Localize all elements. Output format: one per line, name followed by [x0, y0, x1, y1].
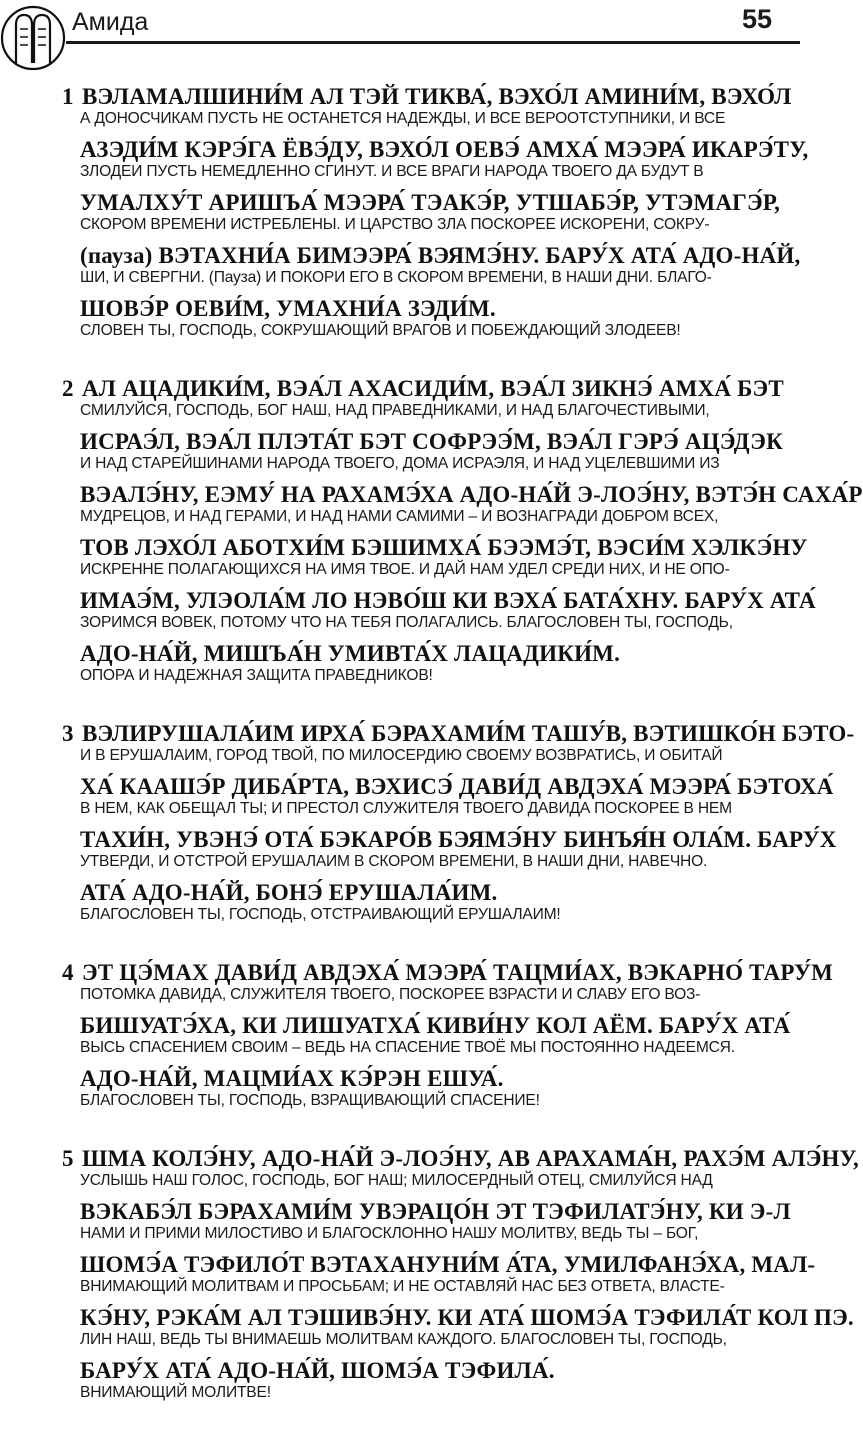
transliteration-text: АЗЭДИ́М КЭРЭ́ГА ЁВЭ́ДУ, ВЭХО́Л ОЕВЭ́ АМХА́ МЭЭРА́ ИКАРЭ́ТУ, — [80, 137, 809, 162]
translation-line: БЛАГОСЛОВЕН ТЫ, ГОСПОДЬ, ВЗРАЩИВАЮЩИЙ СПАСЕНИЕ! — [80, 1092, 540, 1109]
translation-line: И В ЕРУШАЛАИМ, ГОРОД ТВОЙ, ПО МИЛОСЕРДИЮ СВОЕМУ ВОЗВРАТИСЬ, И ОБИТАЙ — [80, 747, 723, 764]
verse-pair — [62, 482, 863, 526]
verse-pair — [62, 880, 762, 924]
transliteration-text: АДО-НА́Й, МИШЪА́Н УМИВТА́Х ЛАЦАДИКИ́М. — [80, 641, 621, 666]
transliteration-text: (пауза) ВЭТАХНИ́А БИМЭЭРА́ ВЭЯМЭ́НУ. БАРУ́Х АТА́ АДО-НА́Й, — [80, 243, 801, 268]
verse-pair — [62, 827, 837, 871]
verse-pair — [62, 774, 834, 818]
transliteration-line — [62, 429, 783, 454]
translation-line: ПОТОМКА ДАВИДА, СЛУЖИТЕЛЯ ТВОЕГО, ПОСКОРЕЕ ВЗРАСТИ И СЛАВУ ЕГО ВОЗ- — [80, 986, 701, 1003]
tablets-logo-icon — [0, 3, 70, 73]
verse-pair — [62, 84, 792, 128]
transliteration-text: ВЭЛИРУШАЛА́ИМ ИРХА́ БЭРАХАМИ́М ТАШУ́В, ВЭТИШКО́Н БЭТО- — [82, 721, 855, 746]
verse-pair — [62, 1146, 859, 1190]
transliteration-line — [62, 1013, 791, 1038]
transliteration-text: ТАХИ́Н, УВЭНЭ́ ОТА́ БЭКАРО́В БЭЯМЭ́НУ БИНЪЯ́Н ОЛА́М. БАРУ́Х — [80, 827, 837, 852]
transliteration-line — [62, 1358, 762, 1383]
transliteration-line — [62, 535, 808, 560]
transliteration-text: ВЭАЛЭ́НУ, ЕЭМУ́ НА РАХАМЭ́ХА АДО-НА́Й Э-ЛОЭ́НУ, ВЭТЭ́Н САХА́Р — [80, 482, 863, 507]
transliteration-text: ШМА КОЛЭ́НУ, АДО-НА́Й Э-ЛОЭ́НУ, АВ АРАХАМА́Н, РАХЭ́М АЛЭ́НУ, — [82, 1146, 859, 1171]
translation-line: НАМИ И ПРИМИ МИЛОСТИВО И БЛАГОСКЛОННО НАШУ МОЛИТВУ, ВЕДЬ ТЫ – БОГ, — [80, 1225, 699, 1242]
transliteration-text: ХА́ КААШЭ́Р ДИБА́РТА, ВЭХИСЭ́ ДАВИ́Д АВДЭХА́ МЭЭРА́ БЭТОХА́ — [80, 774, 834, 799]
transliteration-text: ИМАЭ́М, УЛЭОЛА́М ЛО НЭВО́Ш КИ ВЭХА́ БАТА́ХНУ. БАРУ́Х АТА́ — [80, 588, 816, 613]
translation-line: И НАД СТАРЕЙШИНАМИ НАРОДА ТВОЕГО, ДОМА ИСРАЭЛЯ, И НАД УЦЕЛЕВШИМИ ИЗ — [80, 455, 720, 472]
page-title: Амида — [72, 8, 149, 36]
transliteration-line — [62, 960, 834, 985]
blessing-section — [62, 721, 855, 924]
verse-pair — [62, 243, 801, 287]
blessing-section — [62, 84, 809, 340]
transliteration-text: ШОМЭ́А ТЭФИЛО́Т ВЭТАХАНУНИ́М А́ТА, УМИЛФАНЭ́ХА, МАЛ- — [80, 1252, 816, 1277]
transliteration-text: ТОВ ЛЭХО́Л АБОТХИ́М БЭШИМХА́ БЭЭМЭ́Т, ВЭСИ́М ХЭЛКЭ́НУ — [80, 535, 808, 560]
transliteration-text: БАРУ́Х АТА́ АДО-НА́Й, ШОМЭ́А ТЭФИЛА́. — [80, 1358, 555, 1383]
translation-line: ВНИМАЮЩИЙ МОЛИТВЕ! — [80, 1384, 271, 1401]
verse-pair — [62, 190, 781, 234]
blessing-section — [62, 1146, 859, 1402]
translation-line: СКОРОМ ВРЕМЕНИ ИСТРЕБЛЕНЫ. И ЦАРСТВО ЗЛА ПОСКОРЕЕ ИСКОРЕНИ, СОКРУ- — [80, 216, 710, 233]
prayer-text — [62, 84, 863, 1438]
page-number: 55 — [741, 4, 772, 34]
transliteration-text: ИСРАЭ́Л, ВЭА́Л ПЛЭТА́Т БЭТ СОФРЭЭ́М, ВЭА́Л ГЭРЭ́ АЦЭ́ДЭК — [80, 429, 783, 454]
transliteration-line — [62, 84, 792, 109]
verse-pair — [62, 1013, 791, 1057]
translation-line: В НЕМ, КАК ОБЕЩАЛ ТЫ; И ПРЕСТОЛ СЛУЖИТЕЛЯ ТВОЕГО ДАВИДА ПОСКОРЕЕ В НЕМ — [80, 800, 732, 817]
section-number: 1 — [62, 84, 74, 109]
translation-line: ОПОРА И НАДЕЖНАЯ ЗАЩИТА ПРАВЕДНИКОВ! — [80, 667, 433, 684]
transliteration-text: ВЭЛАМАЛШИНИ́М АЛ ТЭЙ ТИКВА́, ВЭХО́Л АМИНИ́М, ВЭХО́Л — [82, 84, 792, 109]
blessing-section — [62, 960, 834, 1110]
section-number: 5 — [62, 1146, 74, 1171]
translation-line: УТВЕРДИ, И ОТСТРОЙ ЕРУШАЛАИМ В СКОРОМ ВРЕМЕНИ, В НАШИ ДНИ, НАВЕЧНО. — [80, 853, 708, 870]
translation-line: ШИ, И СВЕРГНИ. (Пауза) И ПОКОРИ ЕГО В СКОРОМ ВРЕМЕНИ, В НАШИ ДНИ. БЛАГО- — [80, 269, 712, 286]
transliteration-text: АЛ АЦАДИКИ́М, ВЭА́Л АХАСИДИ́М, ВЭА́Л ЗИКНЭ́ АМХА́ БЭТ — [82, 376, 784, 401]
verse-pair — [62, 1358, 762, 1402]
transliteration-line — [62, 1199, 791, 1224]
transliteration-line — [62, 243, 801, 268]
transliteration-line — [62, 376, 784, 401]
verse-pair — [62, 296, 762, 340]
translation-line: МУДРЕЦОВ, И НАД ГЕРАМИ, И НАД НАМИ САМИМИ – И ВОЗНАГРАДИ ДОБРОМ ВСЕХ, — [80, 508, 719, 525]
transliteration-text: ШОВЭ́Р ОЕВИ́М, УМАХНИ́А ЗЭДИ́М. — [80, 296, 496, 321]
transliteration-line — [62, 1066, 762, 1091]
translation-line: ЗЛОДЕИ ПУСТЬ НЕМЕДЛЕННО СГИНУТ. И ВСЕ ВРАГИ НАРОДА ТВОЕГО ДА БУДУТ В — [80, 163, 704, 180]
translation-line: ВНИМАЮЩИЙ МОЛИТВАМ И ПРОСЬБАМ; И НЕ ОСТАВЛЯЙ НАС БЕЗ ОТВЕТА, ВЛАСТЕ- — [80, 1278, 725, 1295]
transliteration-line — [62, 296, 762, 321]
transliteration-text: ЭТ ЦЭ́МАХ ДАВИ́Д АВДЭХА́ МЭЭРА́ ТАЦМИ́АХ, ВЭКАРНО́ ТАРУ́М — [82, 960, 834, 985]
section-number: 2 — [62, 376, 74, 401]
transliteration-text: КЭ́НУ, РЭКА́М АЛ ТЭШИВЭ́НУ. КИ АТА́ ШОМЭ́А ТЭФИЛА́Т КОЛ ПЭ. — [80, 1305, 854, 1330]
verse-pair — [62, 641, 762, 685]
translation-line: СМИЛУЙСЯ, ГОСПОДЬ, БОГ НАШ, НАД ПРАВЕДНИКАМИ, И НАД БЛАГОЧЕСТИВЫМИ, — [80, 402, 710, 419]
verse-pair — [62, 535, 808, 579]
transliteration-line — [62, 1252, 816, 1277]
transliteration-text: БИШУАТЭ́ХА, КИ ЛИШУАТХА́ КИВИ́НУ КОЛ АЁМ. БАРУ́Х АТА́ — [80, 1013, 791, 1038]
blessing-section — [62, 376, 863, 685]
transliteration-line — [62, 1305, 854, 1330]
verse-pair — [62, 588, 816, 632]
transliteration-text: АДО-НА́Й, МАЦМИ́АХ КЭ́РЭН ЕШУА́. — [80, 1066, 504, 1091]
header-rule — [66, 41, 800, 44]
page-header — [0, 0, 800, 80]
translation-line: ВЫСЬ СПАСЕНИЕМ СВОИМ – ВЕДЬ НА СПАСЕНИЕ ТВОЁ МЫ ПОСТОЯННО НАДЕЕМСЯ. — [80, 1039, 735, 1056]
verse-pair — [62, 1199, 791, 1243]
translation-line: ИСКРЕННЕ ПОЛАГАЮЩИХСЯ НА ИМЯ ТВОЕ. И ДАЙ НАМ УДЕЛ СРЕДИ НИХ, И НЕ ОПО- — [80, 561, 730, 578]
transliteration-line — [62, 774, 834, 799]
section-number: 4 — [62, 960, 74, 985]
verse-pair — [62, 376, 784, 420]
transliteration-line — [62, 588, 816, 613]
verse-pair — [62, 1252, 816, 1296]
transliteration-line — [62, 482, 863, 507]
translation-line: ЗОРИМСЯ ВОВЕК, ПОТОМУ ЧТО НА ТЕБЯ ПОЛАГАЛИСЬ. БЛАГОСЛОВЕН ТЫ, ГОСПОДЬ, — [80, 614, 733, 631]
transliteration-line — [62, 137, 809, 162]
translation-line: ЛИН НАШ, ВЕДЬ ТЫ ВНИМАЕШЬ МОЛИТВАМ КАЖДОГО. БЛАГОСЛОВЕН ТЫ, ГОСПОДЬ, — [80, 1331, 727, 1348]
verse-pair — [62, 137, 809, 181]
transliteration-line — [62, 827, 837, 852]
translation-line: СЛОВЕН ТЫ, ГОСПОДЬ, СОКРУШАЮЩИЙ ВРАГОВ И ПОБЕЖДАЮЩИЙ ЗЛОДЕЕВ! — [80, 322, 681, 339]
transliteration-text: УМАЛХУ́Т АРИШЪА́ МЭЭРА́ ТЭАКЭ́Р, УТШАБЭ́Р, УТЭМАГЭ́Р, — [80, 190, 781, 215]
section-number: 3 — [62, 721, 74, 746]
transliteration-text: ВЭКАБЭ́Л БЭРАХАМИ́М УВЭРАЦО́Н ЭТ ТЭФИЛАТЭ́НУ, КИ Э-Л — [80, 1199, 791, 1224]
transliteration-line — [62, 641, 762, 666]
translation-line: А ДОНОСЧИКАМ ПУСТЬ НЕ ОСТАНЕТСЯ НАДЕЖДЫ, И ВСЕ ВЕРООТСТУПНИКИ, И ВСЕ — [80, 110, 726, 127]
transliteration-line — [62, 880, 762, 905]
translation-line: УСЛЫШЬ НАШ ГОЛОС, ГОСПОДЬ, БОГ НАШ; МИЛОСЕРДНЫЙ ОТЕЦ, СМИЛУЙСЯ НАД — [80, 1172, 713, 1189]
verse-pair — [62, 1066, 762, 1110]
verse-pair — [62, 721, 855, 765]
transliteration-text: АТА́ АДО-НА́Й, БОНЭ́ ЕРУШАЛА́ИМ. — [80, 880, 498, 905]
transliteration-line — [62, 1146, 859, 1171]
verse-pair — [62, 1305, 854, 1349]
transliteration-line — [62, 721, 855, 746]
verse-pair — [62, 960, 834, 1004]
transliteration-line — [62, 190, 781, 215]
translation-line: БЛАГОСЛОВЕН ТЫ, ГОСПОДЬ, ОТСТРАИВАЮЩИЙ ЕРУШАЛАИМ! — [80, 906, 561, 923]
verse-pair — [62, 429, 783, 473]
